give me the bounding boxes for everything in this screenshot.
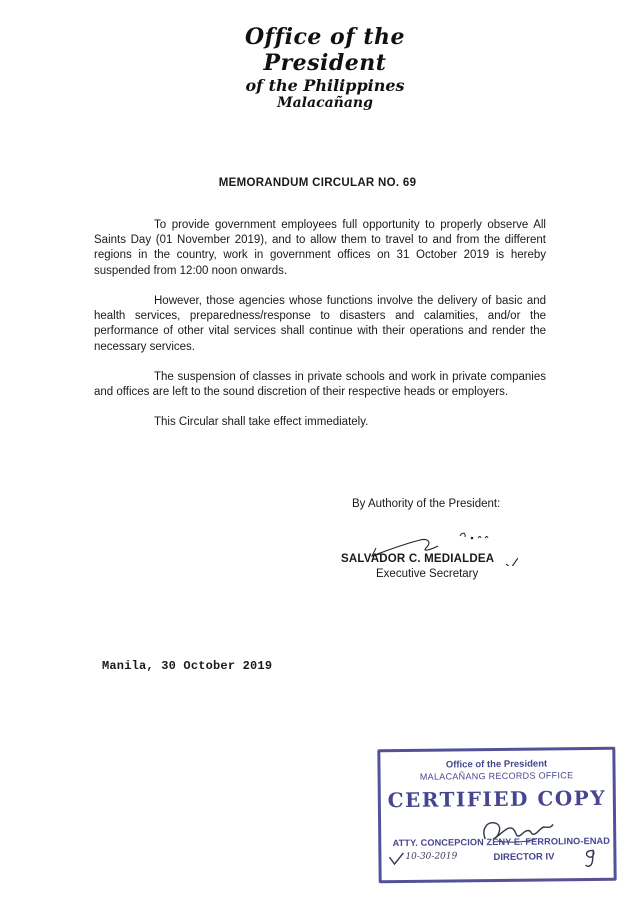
- authority-line: By Authority of the President:: [352, 498, 501, 510]
- letterhead-office: Office of the President: [245, 24, 405, 76]
- paragraph-text: This Circular shall take effect immediately.: [154, 416, 369, 428]
- stamp-position: DIRECTOR IV: [493, 851, 555, 864]
- memo-paragraph-3: [94, 370, 546, 400]
- letterhead-palace: Malacañang: [277, 95, 373, 111]
- letterhead: [190, 24, 460, 112]
- memo-paragraph-1: [94, 218, 546, 279]
- signer-name: SALVADOR C. MEDIALDEA: [341, 553, 495, 565]
- stamp-office: Office of the President: [445, 758, 548, 771]
- stamp-certified-label: CERTIFIED COPY: [387, 785, 607, 813]
- stamp-handwritten-date: 10-30-2019: [405, 851, 458, 862]
- certified-copy-stamp: [377, 747, 616, 883]
- signer-title: Executive Secretary: [376, 568, 479, 580]
- stamp-records-office: MALACAÑANG RECORDS OFFICE: [419, 770, 574, 782]
- check-mark-icon: [387, 851, 405, 867]
- stamp-certifier-name: ATTY. CONCEPCION ZENY E. FERROLINO-ENAD: [392, 835, 611, 849]
- paragraph-text: The suspension of classes in private schools and work in private companies and offices are left to the sound discretion of their respective heads or employers.: [94, 371, 546, 399]
- handwritten-initial: [581, 847, 597, 869]
- paragraph-text: To provide government employees full opportunity to properly observe All Saints Day (01 November 2019), and to allow them to travel to and from the different regions in the country, work in government offices on 31 October 2019 is hereby suspended from 12:00 noon onwards.: [94, 219, 546, 277]
- memo-title: MEMORANDUM CIRCULAR NO. 69: [218, 177, 417, 189]
- memo-paragraph-4: [94, 415, 546, 430]
- date-line: Manila, 30 October 2019: [102, 659, 273, 673]
- memo-paragraph-2: [94, 294, 546, 355]
- letterhead-country: of the Philippines: [245, 76, 405, 95]
- paragraph-text: However, those agencies whose functions involve the delivery of basic and health services, preparedness/response to disasters and calamities, and/or the performance of other vital services shall continue with their operations and render the necessary services.: [94, 295, 546, 353]
